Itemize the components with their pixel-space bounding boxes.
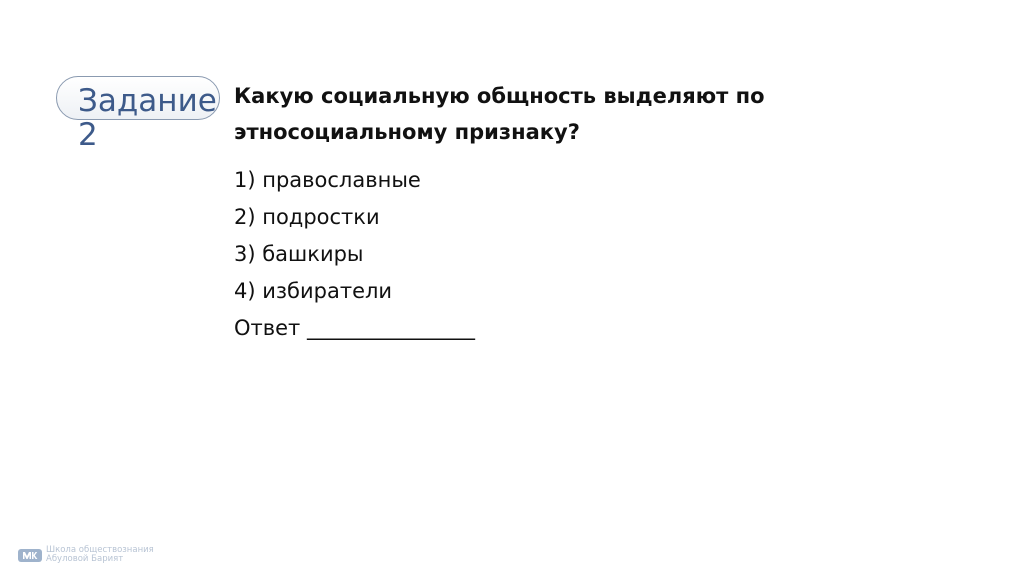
task-label: Задание 2: [78, 83, 217, 153]
answer-line: Ответ ________________: [234, 316, 475, 340]
question-text: Какую социальную общность выделяют по этносоциальному признаку?: [234, 84, 765, 144]
answer-options: [234, 162, 421, 310]
option-4: 4) избиратели: [234, 279, 393, 303]
footer-watermark: [18, 546, 154, 564]
footer-text: [46, 546, 154, 564]
footer-line-2: Абуловой Барият: [46, 554, 124, 564]
vk-icon: [18, 549, 42, 562]
option-2: 2) подростки: [234, 205, 380, 229]
option-1: 1) православные: [234, 168, 421, 192]
footer-line-1: Школа обществознания: [46, 545, 154, 555]
option-3: 3) башкиры: [234, 242, 364, 266]
